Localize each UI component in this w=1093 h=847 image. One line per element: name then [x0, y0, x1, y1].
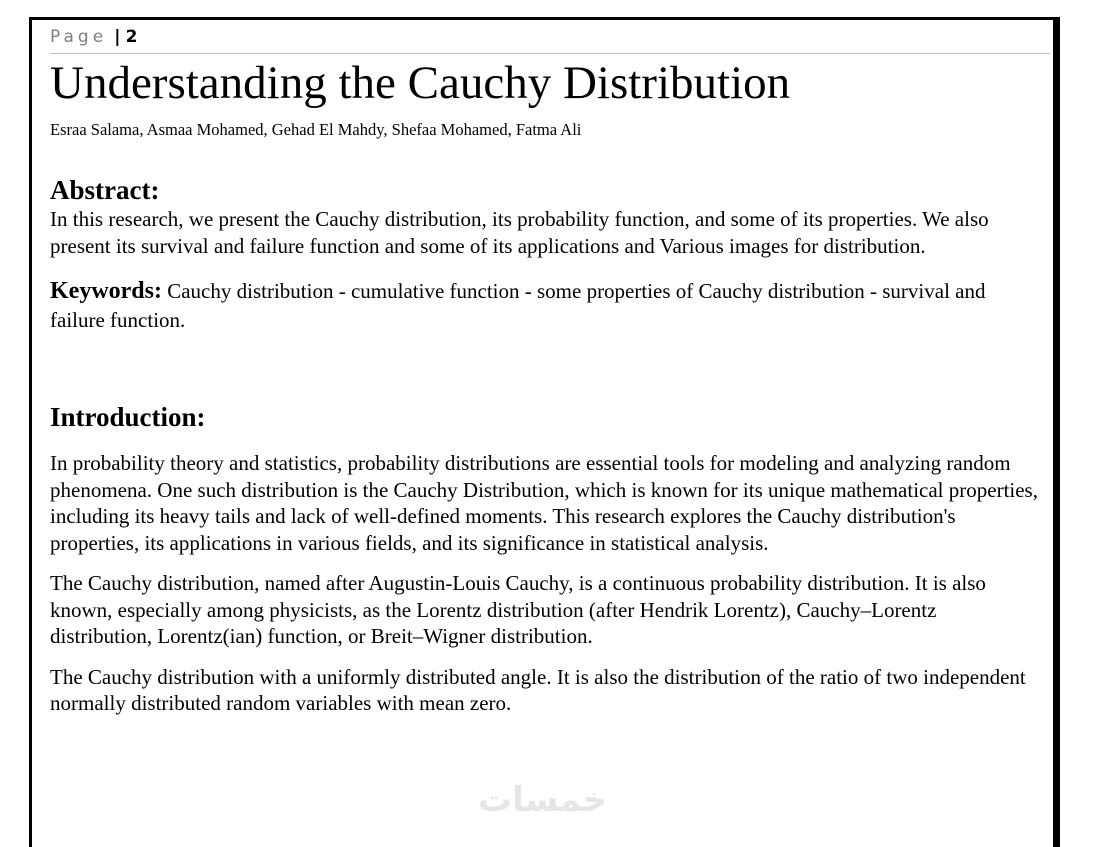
keywords-line [50, 277, 1040, 335]
page-separator: | [114, 27, 121, 47]
page-label: Page [50, 27, 108, 47]
keywords-text: Cauchy distribution - cumulative function - some properties of Cauchy distribution - survival and failure function. [50, 278, 986, 332]
page-header [50, 27, 1050, 54]
intro-paragraph-3: The Cauchy distribution with a uniformly distributed angle. It is also the distribution of the ratio of two independent normally distributed random variables with mean zero. [50, 664, 1026, 716]
intro-paragraph-1: In probability theory and statistics, probability distributions are essential tools for modeling and analyzing random phenomena. One such distribution is the Cauchy Distribution, which is known for its unique mathematical properties, including its heavy tails and lack of well-defined moments. This research explores the Cauchy distribution's properties, its applications in various fields, and its significance in statistical analysis. [50, 451, 1038, 555]
introduction-heading: Introduction: [50, 401, 206, 432]
document-page [29, 17, 1060, 847]
document-body [50, 56, 1040, 717]
abstract-heading: Abstract: [50, 175, 160, 206]
document-title: Understanding the Cauchy Distribution [50, 57, 791, 109]
page-number: 2 [125, 27, 138, 47]
keywords-label: Keywords: [50, 277, 162, 304]
author-list: Esraa Salama, Asmaa Mohamed, Gehad El Mahdy, Shefaa Mohamed, Fatma Ali [50, 120, 582, 140]
watermark-logo: خمسات [478, 780, 607, 820]
abstract-text: In this research, we present the Cauchy distribution, its probability function, and some of its properties. We also present its survival and failure function and some of its applications and Various images for distribution. [50, 206, 989, 258]
intro-paragraph-2: The Cauchy distribution, named after Augustin-Louis Cauchy, is a continuous probability distribution. It is also known, especially among physicists, as the Lorentz distribution (after Hendrik Lorentz), Cauchy–Lorentz distribution, Lorentz(ian) function, or Breit–Wigner distribution. [50, 571, 986, 649]
